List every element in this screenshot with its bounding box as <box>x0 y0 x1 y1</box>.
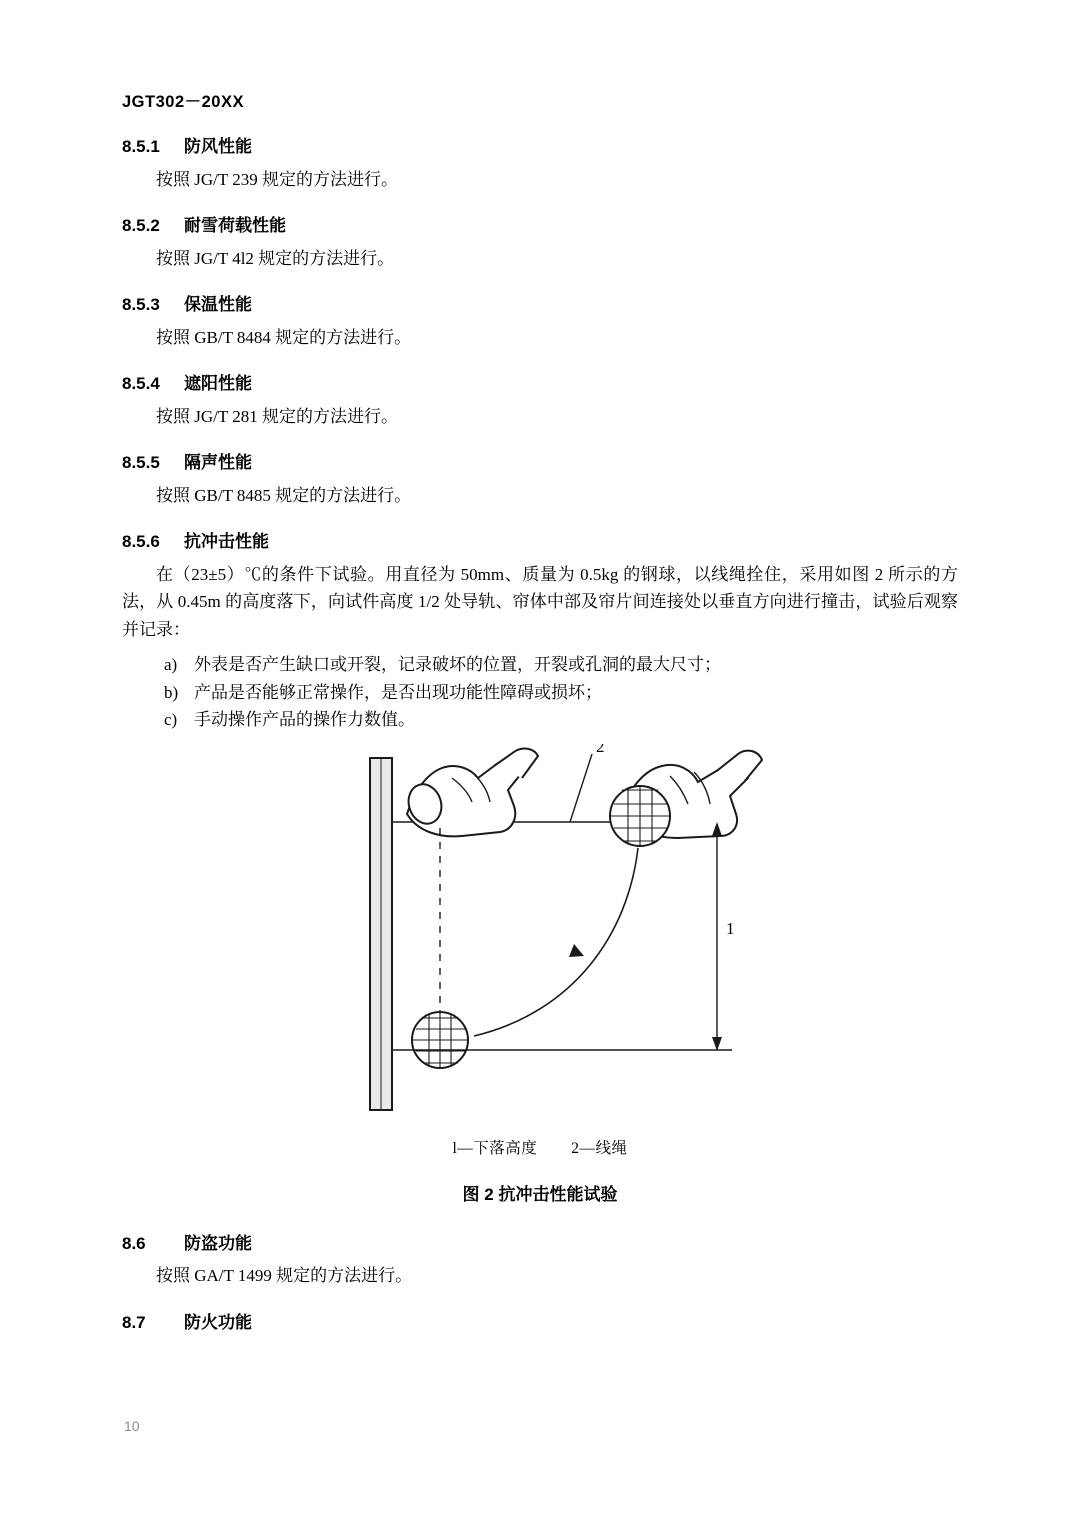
clause-number: 8.5.6 <box>122 532 160 552</box>
clause-body-8-5-3: 按照 GB/T 8484 规定的方法进行。 <box>156 327 412 347</box>
clause-body-8-5-2: 按照 JG/T 4l2 规定的方法进行。 <box>156 248 395 268</box>
clause-body-8-5-4: 按照 JG/T 281 规定的方法进行。 <box>156 406 398 426</box>
list-item <box>122 679 958 707</box>
clause-body-8-6: 按照 GA/T 1499 规定的方法进行。 <box>156 1266 413 1286</box>
clause-title: 隔声性能 <box>184 453 252 473</box>
clause-title: 防风性能 <box>184 137 252 156</box>
clause-heading-8-5-1 <box>122 134 958 160</box>
list-item-label: c) <box>164 710 178 730</box>
clause-heading-8-5-3 <box>122 292 958 318</box>
clause-body-8-5-1: 按照 JG/T 239 规定的方法进行。 <box>156 169 398 189</box>
list-item-text: 外表是否产生缺口或开裂，记录破坏的位置，开裂或孔洞的最大尺寸； <box>194 655 721 675</box>
clause-number: 8.5.1 <box>122 137 160 156</box>
clause-number: 8.5.4 <box>122 374 160 394</box>
clause-number: 8.6 <box>122 1233 146 1253</box>
clause-number: 8.5.5 <box>122 453 160 473</box>
clause-title: 保温性能 <box>184 295 252 315</box>
clause-title: 遮阳性能 <box>184 374 252 394</box>
figure-2 <box>122 744 958 1205</box>
list-item-text: 产品是否能够正常操作，是否出现功能性障碍或损坏； <box>194 682 602 702</box>
impact-test-diagram <box>122 744 958 1134</box>
figure-caption: 图 2 抗冲击性能试验 <box>462 1184 618 1204</box>
list-item-label: b) <box>164 682 179 702</box>
figure-callout-height-label: 1 <box>726 918 735 938</box>
clause-body-8-5-5: 按照 GB/T 8485 规定的方法进行。 <box>156 485 412 505</box>
figure-key <box>122 1136 958 1158</box>
clause-title: 抗冲击性能 <box>184 532 269 552</box>
page-content <box>122 88 958 1341</box>
clause-heading-8-5-5 <box>122 450 958 476</box>
clause-heading-8-5-6 <box>122 529 958 555</box>
figure-callout-rope-label: 2 <box>596 743 605 756</box>
clause-number: 8.5.2 <box>122 216 160 236</box>
list-item-label: a) <box>164 655 178 675</box>
list-item <box>122 706 958 734</box>
page-number: 10 <box>124 1418 140 1434</box>
clause-title: 耐雪荷载性能 <box>184 216 286 236</box>
clause-number: 8.7 <box>122 1312 146 1332</box>
clause-heading-8-7 <box>122 1310 958 1336</box>
clause-heading-8-5-2 <box>122 213 958 239</box>
clause-body-8-5-6: 在（23±5）℃的条件下试验。用直径为 50mm、质量为 0.5kg 的钢球，以线绳拴住，采用如图 2 所示的方法，从 0.45m 的高度落下，向试件高度 1/2 处导轨、帘体中部及帘片间连接处以垂直方向进行撞击，试验后观察并记录： <box>122 564 958 639</box>
figure-2-drawing <box>122 744 958 1134</box>
clause-heading-8-6 <box>122 1231 958 1257</box>
figure-key-right: 2—线绳 <box>571 1139 628 1157</box>
clause-title: 防火功能 <box>184 1312 252 1332</box>
figure-key-left: l—下落高度 <box>452 1139 538 1157</box>
clause-title: 防盗功能 <box>184 1233 252 1253</box>
clause-number: 8.5.3 <box>122 295 160 315</box>
list-item-text: 手动操作产品的操作力数值。 <box>194 710 415 730</box>
clause-heading-8-5-4 <box>122 371 958 397</box>
list-item <box>122 651 958 679</box>
document-header: JGT302－20XX <box>122 93 244 111</box>
